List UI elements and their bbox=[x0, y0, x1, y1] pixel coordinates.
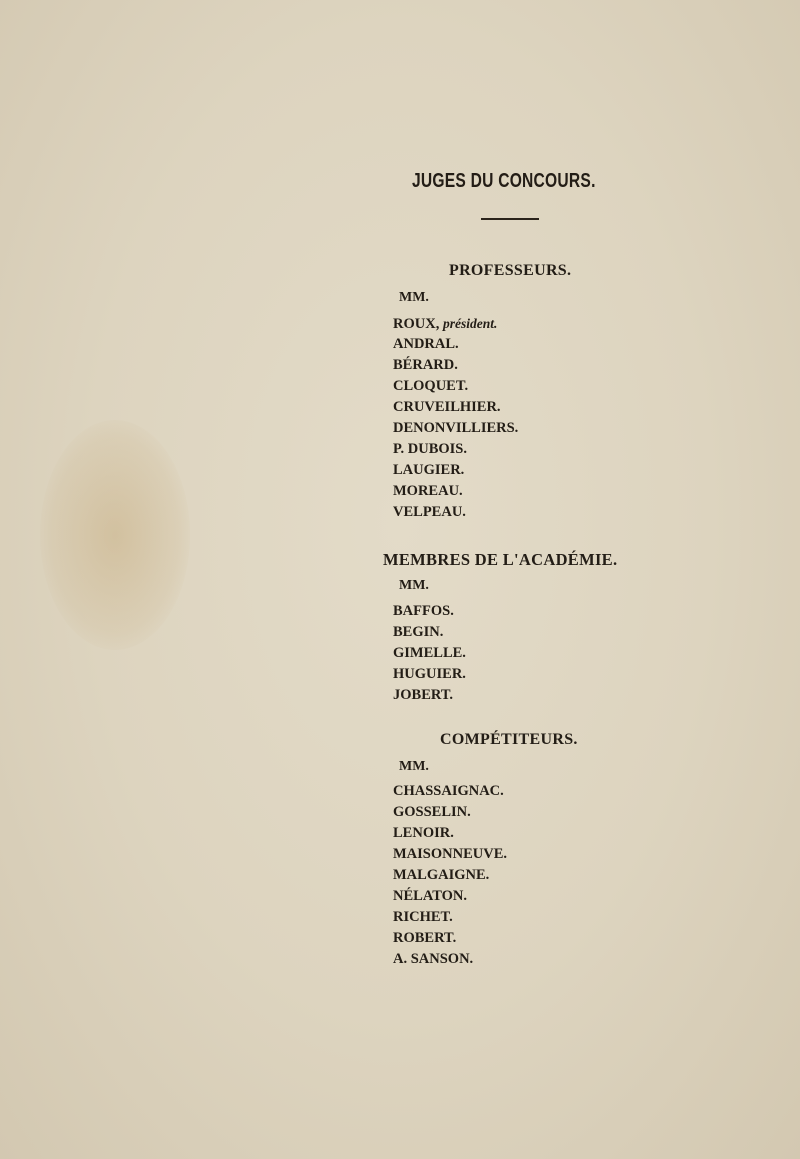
prefix-academie: MM. bbox=[399, 578, 429, 593]
list-item: VELPEAU. bbox=[393, 504, 466, 520]
section-heading-professeurs: PROFESSEURS. bbox=[449, 262, 572, 279]
paper-stain bbox=[40, 420, 190, 650]
list-item: CHASSAIGNAC. bbox=[393, 783, 504, 799]
prefix-professeurs: MM. bbox=[399, 290, 429, 305]
list-item: CRUVEILHIER. bbox=[393, 399, 501, 415]
list-item: BEGIN. bbox=[393, 624, 444, 640]
list-item: JOBERT. bbox=[393, 687, 454, 703]
section-heading-competiteurs: COMPÉTITEURS. bbox=[440, 731, 578, 748]
list-item: MAISONNEUVE. bbox=[393, 846, 507, 862]
list-academie bbox=[393, 601, 466, 706]
list-item: MOREAU. bbox=[393, 483, 463, 499]
list-item: GIMELLE. bbox=[393, 645, 466, 661]
section-heading-academie: MEMBRES DE L'ACADÉMIE. bbox=[383, 550, 618, 569]
list-item: NÉLATON. bbox=[393, 888, 467, 904]
list-item: GOSSELIN. bbox=[393, 804, 471, 820]
list-item: LAUGIER. bbox=[393, 462, 465, 478]
list-item: A. SANSON. bbox=[393, 951, 474, 967]
list-item: CLOQUET. bbox=[393, 378, 469, 394]
list-item: DENONVILLIERS. bbox=[393, 420, 519, 436]
list-item: BAFFOS. bbox=[393, 603, 454, 619]
president-note: président. bbox=[442, 316, 498, 331]
list-item: BÉRARD. bbox=[393, 357, 458, 373]
list-item: RICHET. bbox=[393, 909, 453, 925]
list-item: LENOIR. bbox=[393, 825, 454, 841]
prefix-competiteurs: MM. bbox=[399, 759, 429, 774]
list-item: ANDRAL. bbox=[393, 336, 459, 352]
list-professeurs bbox=[393, 313, 518, 523]
list-competiteurs bbox=[393, 781, 507, 970]
list-item: HUGUIER. bbox=[393, 666, 466, 682]
list-item bbox=[393, 313, 518, 334]
page-title: JUGES DU CONCOURS. bbox=[412, 170, 596, 192]
list-item: MALGAIGNE. bbox=[393, 867, 490, 883]
list-item: P. DUBOIS. bbox=[393, 441, 468, 457]
title-rule bbox=[481, 218, 539, 220]
list-item-name: ROUX, bbox=[393, 316, 440, 332]
list-item: ROBERT. bbox=[393, 930, 457, 946]
